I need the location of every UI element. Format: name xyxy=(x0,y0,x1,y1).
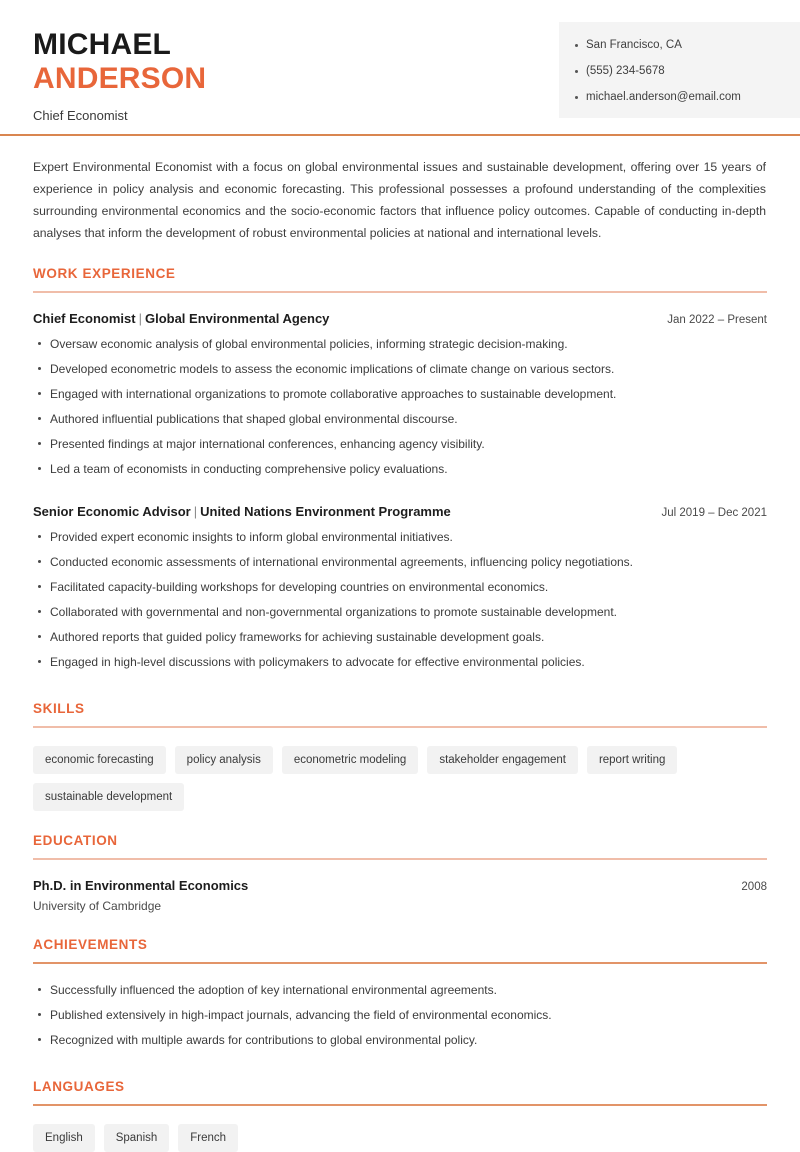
list-item: Published extensively in high-impact journals, advancing the field of environmental economics. xyxy=(33,1007,767,1023)
education-year: 2008 xyxy=(741,881,767,893)
contact-location-text: San Francisco, CA xyxy=(586,39,682,51)
bullet-dot-icon xyxy=(575,44,578,47)
contact-item-phone[interactable] xyxy=(575,64,788,78)
languages-chip-list xyxy=(33,1124,767,1152)
list-item: Conducted economic assessments of international environmental agreements, influencing policy negotiations. xyxy=(33,554,767,570)
skills-chip-list xyxy=(33,746,767,811)
contact-box xyxy=(559,22,800,118)
list-item: Successfully influenced the adoption of key international environmental agreements. xyxy=(33,982,767,998)
section-divider-languages xyxy=(33,1104,767,1106)
language-chip: Spanish xyxy=(104,1124,170,1152)
skill-chip: sustainable development xyxy=(33,783,184,811)
title-separator: | xyxy=(138,311,142,326)
section-work-experience xyxy=(33,244,767,670)
header-job-title: Chief Economist xyxy=(33,108,128,123)
list-item: Recognized with multiple awards for contributions to global environmental policy. xyxy=(33,1032,767,1048)
section-title-work: WORK EXPERIENCE xyxy=(33,266,176,281)
section-title-languages: LANGUAGES xyxy=(33,1079,125,1094)
skill-chip: policy analysis xyxy=(175,746,273,774)
section-languages xyxy=(33,1057,767,1152)
professional-summary: Expert Environmental Economist with a focus on global environmental issues and sustainable development, offering over 15 years of experience in policy analysis and economic forecasting. This professional possesses a profound understanding of the complexities surrounding environmental economics and the socio-economic factors that influence policy outcomes. Capable of conducting in-depth analyses that inform the development of robust environmental policies at national and international levels. xyxy=(33,160,766,240)
list-item: Developed econometric models to assess the economic implications of climate change on various sectors. xyxy=(33,361,767,377)
section-divider-achievements xyxy=(33,962,767,964)
identity-block xyxy=(0,22,206,124)
experience-entry xyxy=(33,486,767,670)
section-title-skills: SKILLS xyxy=(33,701,85,716)
experience-title xyxy=(33,310,329,327)
section-education xyxy=(33,811,767,915)
section-skills xyxy=(33,679,767,811)
experience-bullets xyxy=(33,529,767,670)
bullet-dot-icon xyxy=(575,70,578,73)
list-item: Authored influential publications that shaped global environmental discourse. xyxy=(33,411,767,427)
last-name: ANDERSON xyxy=(33,62,207,95)
contact-phone-text: (555) 234-5678 xyxy=(586,65,665,77)
skill-chip: economic forecasting xyxy=(33,746,166,774)
section-title-education: EDUCATION xyxy=(33,833,118,848)
experience-entry xyxy=(33,293,767,477)
section-title-achievements: ACHIEVEMENTS xyxy=(33,937,148,952)
resume-header xyxy=(0,0,800,136)
experience-organization: United Nations Environment Programme xyxy=(200,504,451,519)
language-chip: French xyxy=(178,1124,238,1152)
list-item: Facilitated capacity-building workshops for developing countries on environmental economics. xyxy=(33,579,767,595)
contact-item-location xyxy=(575,38,788,52)
education-degree: Ph.D. in Environmental Economics xyxy=(33,878,249,893)
section-achievements xyxy=(33,915,767,1048)
title-separator: | xyxy=(193,504,198,519)
skill-chip: stakeholder engagement xyxy=(427,746,578,774)
contact-email-text: michael.anderson@email.com xyxy=(586,91,741,103)
list-item: Oversaw economic analysis of global environmental policies, informing strategic decision-making. xyxy=(33,336,767,352)
education-entry xyxy=(33,860,767,915)
skill-chip: report writing xyxy=(587,746,677,774)
header-divider xyxy=(0,134,800,136)
achievements-list xyxy=(33,982,767,1048)
list-item: Provided expert economic insights to inform global environmental initiatives. xyxy=(33,529,767,545)
experience-date: Jul 2019 – Dec 2021 xyxy=(661,507,767,519)
language-chip: English xyxy=(33,1124,95,1152)
experience-date: Jan 2022 – Present xyxy=(667,314,767,326)
list-item: Presented findings at major international conferences, enhancing agency visibility. xyxy=(33,436,767,452)
section-divider-skills xyxy=(33,726,767,728)
list-item: Led a team of economists in conducting comprehensive policy evaluations. xyxy=(33,461,767,477)
experience-role: Chief Economist xyxy=(33,311,136,326)
list-item: Engaged in high-level discussions with policymakers to advocate for effective environmental policies. xyxy=(33,654,767,670)
experience-organization: Global Environmental Agency xyxy=(144,311,330,326)
first-name: MICHAEL xyxy=(33,28,172,61)
list-item: Engaged with international organizations to promote collaborative approaches to sustainable development. xyxy=(33,386,767,402)
experience-bullets xyxy=(33,336,767,477)
experience-title xyxy=(33,503,451,520)
education-institution: University of Cambridge xyxy=(33,899,162,913)
skill-chip: econometric modeling xyxy=(282,746,419,774)
contact-item-email[interactable] xyxy=(575,90,788,104)
list-item: Authored reports that guided policy frameworks for achieving sustainable development goals. xyxy=(33,629,767,645)
list-item: Collaborated with governmental and non-governmental organizations to promote sustainable development. xyxy=(33,604,767,620)
experience-role: Senior Economic Advisor xyxy=(33,504,191,519)
bullet-dot-icon xyxy=(575,96,578,99)
